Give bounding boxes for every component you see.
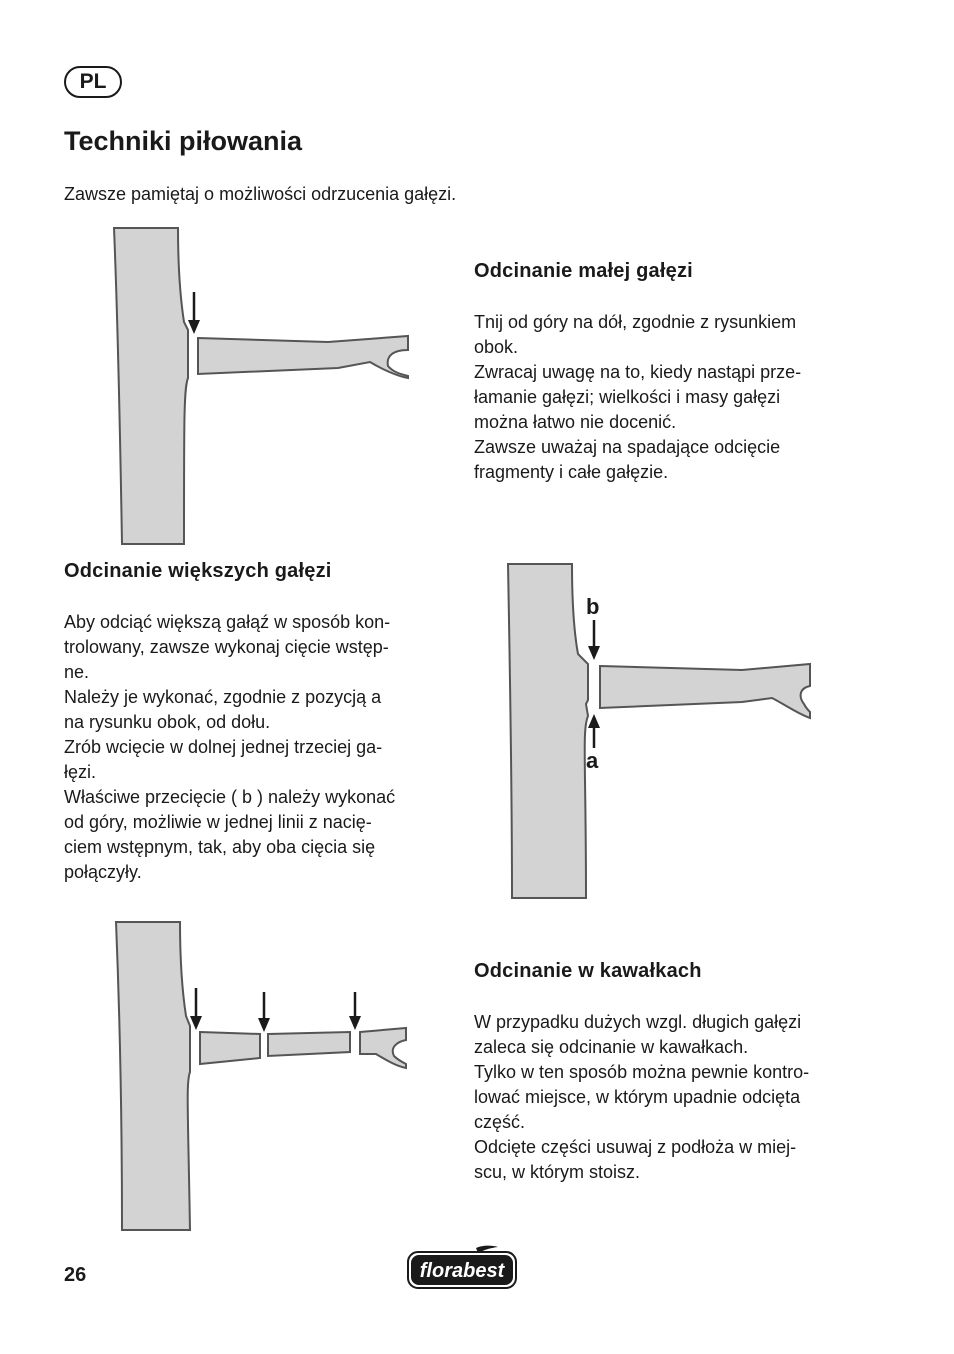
down-arrow-icon <box>588 620 600 660</box>
down-arrow-icon <box>188 292 200 334</box>
language-badge: PL <box>64 66 122 98</box>
section-text-small-branch: Tnij od góry na dół, zgodnie z rysunkiem obok. Zwracaj uwagę na to, kiedy nastąpi prze- łamanie gałęzi; wielkości i masy gałęzi można łatwo nie docenić. Zawsze uważaj na spadające odcięcie fragmenty i całe gałęzie. <box>474 312 802 482</box>
branch-piece-2 <box>268 1032 350 1056</box>
florabest-logo <box>406 1244 518 1290</box>
cut-label-a: a <box>586 748 599 773</box>
page-number: 26 <box>64 1264 87 1286</box>
tree-trunk <box>114 228 188 544</box>
pieces-figure <box>110 920 410 1232</box>
page-title: Techniki piłowania <box>64 126 303 156</box>
section-heading-small-branch: Odcinanie małej gałęzi <box>474 260 693 282</box>
tree-trunk <box>508 564 588 898</box>
larger-branch-figure <box>502 562 812 900</box>
branch <box>198 336 408 378</box>
branch-piece-1 <box>200 1032 260 1064</box>
section-heading-pieces: Odcinanie w kawałkach <box>474 960 702 982</box>
section-text-pieces: W przypadku dużych wzgl. długich gałęzi zaleca się odcinanie w kawałkach. Tylko w ten sposób można pewnie kontro- lować miejsce, w którym upadnie odcięta część. Odcięte części usuwaj z podłoża w miej- scu, w którym stoisz. <box>474 1012 810 1182</box>
small-branch-figure <box>108 226 418 546</box>
intro-text: Zawsze pamiętaj o możliwości odrzucenia gałęzi. <box>64 184 457 204</box>
section-heading-larger-branches: Odcinanie większych gałęzi <box>64 560 332 582</box>
logo-text: florabest <box>419 1260 505 1282</box>
branch <box>600 664 810 718</box>
tree-trunk <box>116 922 190 1230</box>
up-arrow-icon <box>588 714 600 748</box>
down-arrow-icon <box>258 992 270 1032</box>
section-text-larger-branches: Aby odciąć większą gałąź w sposób kon- trolowany, zawsze wykonaj cięcie wstęp- ne. Należy je wykonać, zgodnie z pozycją a na rysunku obok, od dołu. Zrób wcięcie w dolnej jednej trzeciej ga- łęzi. Właściwe przecięcie ( b ) należy wykonać od góry, możliwie w jednej linii z nacię- ciem wstępnym, tak, aby oba cięcia się połączyły. <box>64 612 396 882</box>
cut-label-b: b <box>586 594 600 619</box>
down-arrow-icon <box>190 988 202 1030</box>
branch-piece-3 <box>360 1028 406 1068</box>
down-arrow-icon <box>349 992 361 1030</box>
